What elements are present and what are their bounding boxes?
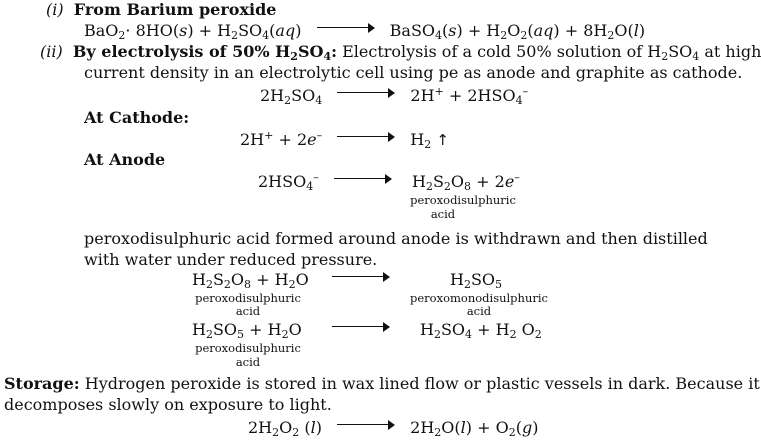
equation-2-rhs: $H_2SO_5$ [450,270,503,291]
equation-ionization [260,86,528,106]
cathode-rhs: $H_2$ ↑ [410,130,449,151]
storage-line-1 [4,374,760,394]
eq2-rhs-caption-2: acid [466,304,492,318]
gas-evolved-arrow-icon: ↑ [436,131,449,149]
reaction-arrow-icon [332,272,390,282]
cathode-lhs: 2H+ + 2e– [240,129,323,149]
item-ii-line1 [40,42,761,62]
eq-barium-rhs: BaSO$_4$(s) + $H_2O_2(aq) + 8H_2O(l)$ [389,21,646,42]
eq4-lhs: $2H_2O_2$ (l) [248,418,322,439]
storage-label: Storage: [4,374,80,393]
eq3-lhs-caption-1: peroxodisulphuric [195,341,301,355]
anode-rhs: $H_2S_2O_8 + 2e^-$ [412,171,520,193]
reaction-arrow-icon [317,23,375,33]
storage-line-2: decomposes slowly on exposure to light. [4,395,332,414]
item-ii-heading: By electrolysis of 50% $H_2SO_4$: [72,42,337,63]
item-i-heading: From Barium peroxide [73,0,277,19]
eq3-lhs-caption-2: acid [235,355,261,369]
anode-caption-2: acid [430,207,456,221]
item-ii-marker: (ii) [40,42,63,61]
equation-3-lhs: $H_2SO_5 + H_2O$ [192,320,302,341]
item-i-marker: (i) [46,0,64,19]
equation-anode [258,172,520,192]
eq1-rhs: $2H^+ + 2HSO_4^-$ [410,85,529,107]
paragraph-line-2: with water under reduced pressure. [84,250,378,269]
eq1-lhs: $2H_2SO_4$ [260,86,323,107]
reaction-arrow-icon [332,322,390,332]
equation-3-rhs: $H_2SO_4 + H_2$ $O_2$ [420,320,542,341]
reaction-arrow-icon [337,420,395,430]
item-i-heading-line [46,0,276,20]
anode-lhs: $2HSO_4^-$ [258,171,319,193]
eq2-lhs-caption-2: acid [235,304,261,318]
eq4-rhs: $2H_2O(l) + O_2(g)$ [410,418,539,439]
anode-label: At Anode [84,150,166,169]
equation-3-arrow [322,320,400,340]
equation-2-arrow [322,270,400,290]
paragraph-line-1: peroxodisulphuric acid formed around anode is withdrawn and then distilled [84,229,708,248]
anode-caption-1: peroxodisulphuric [410,193,516,207]
item-ii-line2: current density in an electrolytic cell using pe as anode and graphite as cathode. [84,63,743,82]
eq2-rhs-caption-1: peroxomonodisulphuric [410,291,548,305]
reaction-arrow-icon [337,132,395,142]
equation-2-lhs: $H_2S_2O_8 + H_2O$ [192,270,309,291]
reaction-arrow-icon [337,88,395,98]
equation-decomposition [248,418,538,438]
item-ii-text: Electrolysis of a cold 50% solution of $H_2SO_4$ at high [337,42,761,63]
reaction-arrow-icon [334,174,392,184]
equation-barium [84,21,645,41]
eq2-lhs-caption-1: peroxodisulphuric [195,291,301,305]
eq-barium-lhs: $BaO_2\cdot 8HO(s) + H_2SO_4(aq)$ [84,21,302,42]
storage-text: Hydrogen peroxide is stored in wax lined flow or plastic vessels in dark. Because it [79,374,760,393]
cathode-label: At Cathode: [84,108,190,127]
equation-cathode [240,130,449,150]
